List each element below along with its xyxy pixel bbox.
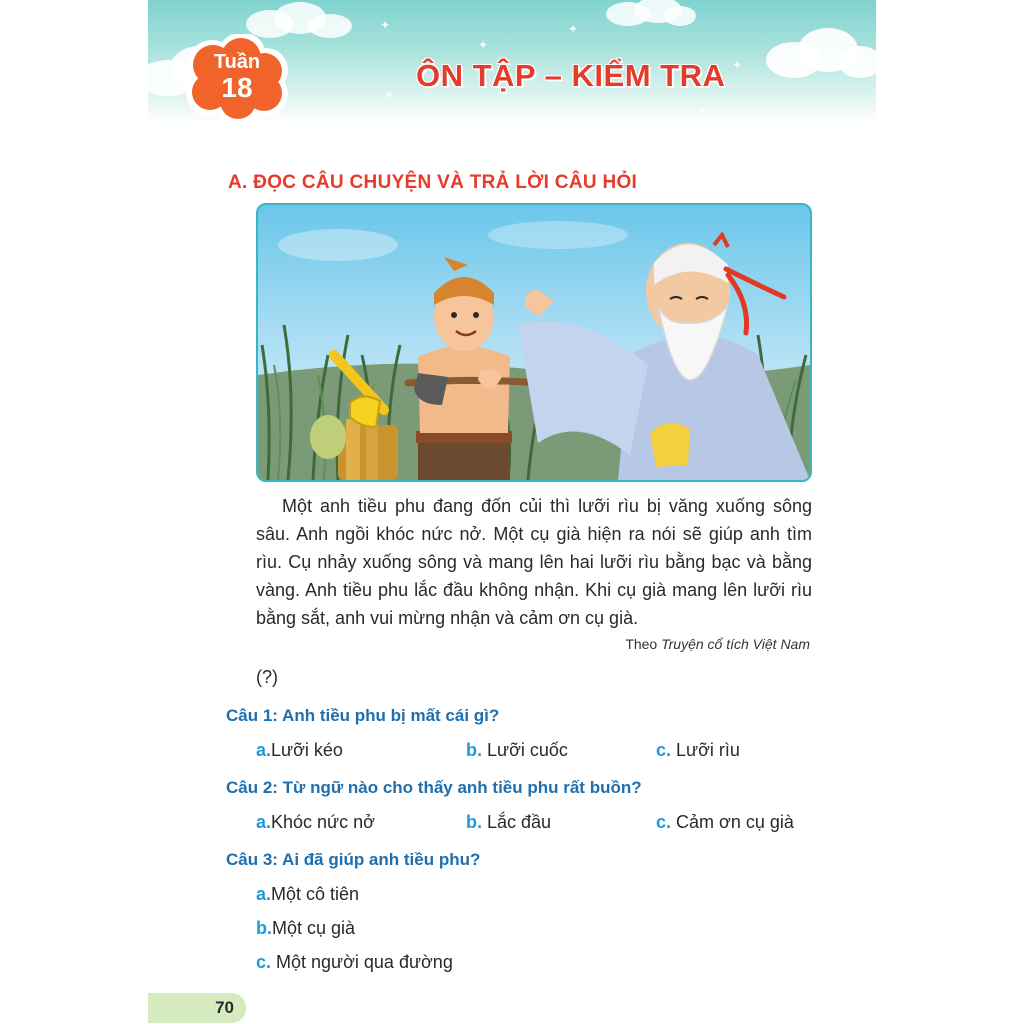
option-text: Lưỡi kéo <box>271 740 343 760</box>
question-2-option-b[interactable] <box>466 812 551 833</box>
story-text <box>256 492 812 632</box>
question-1-option-c[interactable] <box>656 740 740 761</box>
option-letter: c. <box>656 812 672 832</box>
option-letter: a. <box>256 812 272 832</box>
option-text: Một cụ già <box>272 918 356 938</box>
option-text: Lưỡi cuốc <box>487 740 568 760</box>
page-number-tab <box>148 993 246 1023</box>
option-letter: b. <box>466 740 482 760</box>
star-icon: ✦ <box>698 104 709 118</box>
cloud-decoration <box>766 24 876 84</box>
question-2-option-c[interactable] <box>656 812 794 833</box>
option-text: Một người qua đường <box>276 952 453 972</box>
question-2-option-a[interactable] <box>256 812 375 833</box>
cloud-decoration <box>606 0 696 30</box>
workbook-page <box>148 0 876 1024</box>
woodcutter-and-old-man-image <box>258 205 810 480</box>
week-badge <box>182 34 292 122</box>
star-icon: ✦ <box>478 38 489 52</box>
page-number: 70 <box>215 998 234 1017</box>
option-letter: a. <box>256 884 272 904</box>
option-text: Lưỡi rìu <box>676 740 740 760</box>
story-illustration <box>256 203 812 482</box>
question-1-option-b[interactable] <box>466 740 568 761</box>
story-paragraph: Một anh tiều phu đang đốn củi thì lưỡi rìu bị văng xuống sông sâu. Anh ngồi khóc nức nở. Một cụ già hiện ra nói sẽ giúp anh tìm rìu. Cụ nhảy xuống sông và mang lên hai lưỡi rìu bằng bạc và bằng vàng. Anh tiều phu lắc đầu không nhận. Khi cụ già mang lên lưỡi rìu bằng sắt, anh vui mừng nhận và cảm ơn cụ già. <box>256 496 812 628</box>
option-text: Lắc đầu <box>487 812 552 832</box>
week-number: 18 <box>221 72 253 103</box>
star-icon: ✦ <box>384 88 395 102</box>
source-title: Truyện cổ tích Việt Nam <box>661 636 810 652</box>
section-heading: A. ĐỌC CÂU CHUYỆN VÀ TRẢ LỜI CÂU HỎI <box>228 172 638 193</box>
week-label: Tuần <box>213 51 261 73</box>
question-2-label: Câu 2: Từ ngữ nào cho thấy anh tiều phu rất buồn? <box>226 778 642 797</box>
option-letter: b. <box>466 812 482 832</box>
question-3-option-a[interactable] <box>256 884 359 905</box>
option-text: Một cô tiên <box>271 884 360 904</box>
option-letter: b. <box>256 918 272 938</box>
question-3-option-b[interactable] <box>256 918 355 939</box>
page-title: ÔN TẬP – KIỂM TRA <box>416 58 726 93</box>
question-3-label: Câu 3: Ai đã giúp anh tiều phu? <box>226 850 481 869</box>
star-icon: ✦ <box>732 58 743 72</box>
question-1-option-a[interactable] <box>256 740 343 761</box>
question-3-option-c[interactable] <box>256 952 453 973</box>
story-source <box>625 636 810 652</box>
header-band <box>148 0 876 122</box>
option-text: Khóc nức nở <box>271 812 375 832</box>
source-prefix: Theo <box>625 636 658 652</box>
placeholder-mark: (?) <box>256 667 278 687</box>
option-letter: c. <box>256 952 272 972</box>
question-1-label: Câu 1: Anh tiều phu bị mất cái gì? <box>226 706 500 725</box>
option-letter: c. <box>656 740 672 760</box>
option-letter: a. <box>256 740 272 760</box>
option-text: Cảm ơn cụ già <box>676 812 794 832</box>
star-icon: ✦ <box>568 22 579 36</box>
star-icon: ✦ <box>380 18 391 32</box>
